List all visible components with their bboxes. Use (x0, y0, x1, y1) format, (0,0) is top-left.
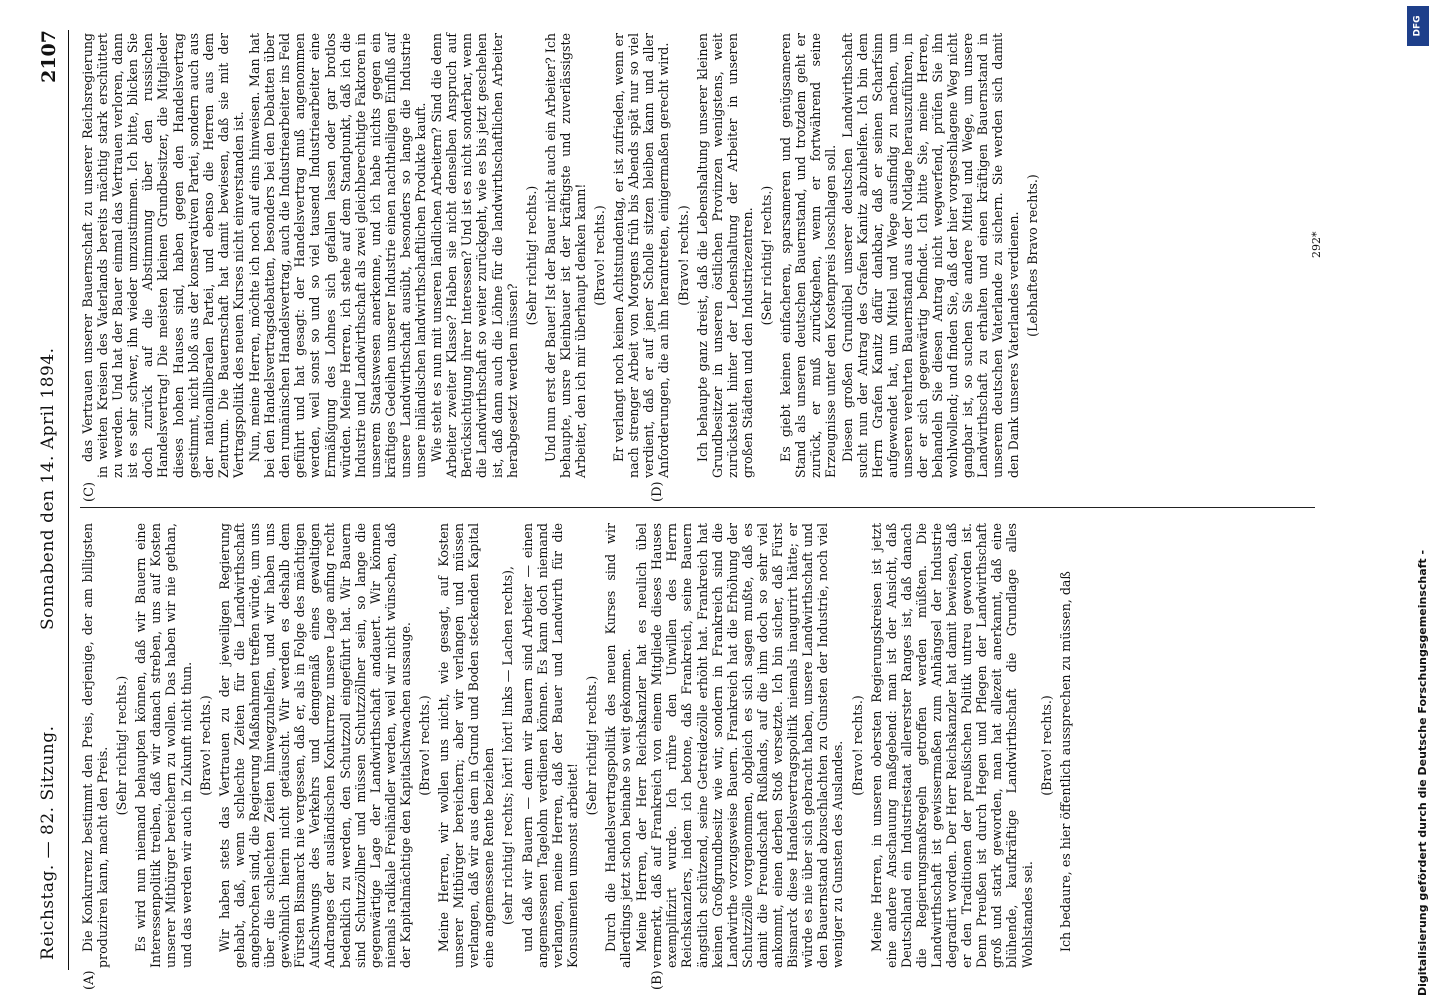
printer-signature: 292* (1310, 231, 1323, 258)
right-text-column (80, 33, 1044, 478)
left-interjection: (Bravo! rechts.) (1038, 695, 1054, 796)
right-paragraph: das Vertrauen unserer Bauernschaft zu unserer Reichsregierung in weiten Kreisen des Vaterlands bereits mächtig stark erschüttert zu werden. Und hat der Bauer einmal das Vertrauen verloren, dann ist es sehr schwer, ihn wieder umzustimmen. Ich bitte, blicken Sie doch zurück auf die Abstimmung über den russischen Handelsvertrag! Die meisten kleinen Grundbesitzer, die Mitglieder dieses hohen Hauses sind, haben gegen den Handelsvertrag gestimmt, nicht bloß aus der konservativen Partei, sondern auch aus der nationalliberalen Partei, und ebenso die Herren aus dem Zentrum. Die Bauernschaft hat damit bewiesen, daß sie mit der Vertragspolitik des neuen Kurses nicht einverstanden ist. (80, 33, 246, 478)
right-interjection: (Bravo! rechts.) (592, 205, 608, 306)
margin-marker-c: (C) (82, 481, 97, 502)
digitization-sidebar (1402, 0, 1432, 1000)
right-interjection: (Sehr richtig! rechts.) (759, 185, 775, 326)
header-session: Reichstag. — 82. Sitzung. (38, 725, 58, 960)
right-paragraph: Und nun erst der Bauer! Ist der Bauer nicht auch ein Arbeiter? Ich behaupte, unsre Kleinbauer ist der kräftigste und zuverlässigste Arbeiter, den ich mir überhaupt denken kann! (542, 33, 588, 478)
left-text-column (80, 523, 1074, 968)
left-paragraph: Wir haben stets das Vertrauen zu der jeweiligen Regierung gehabt, daß, wenn schlechte Zeiten für die Landwirthschaft angebrochen sind, die Regierung Maßnahmen treffen würde, um uns über die schlechten Zeiten hinwegzuhelfen, und wir haben uns gewöhnlich hierin nicht getäuscht. Wir werden es deshalb dem Fürsten Bismarck nie vergessen, daß er, als in Folge des mächtigen Aufschwungs des Verkehrs und demgemäß eines gewaltigen Andranges der ausländischen Konkurrenz unsere Lage anfing recht bedenklich zu werden, den Schutzzoll eingeführt hat. Wir Bauern sind Schutzzöllner und müssen Schutzzöllner sein, so lange die gegenwärtige Lage der Landwirthschaft andauert. Wir können niemals radikale Freihändler werden, weil wir nicht wünschen, daß der Kapitalmächtige den Kapitalschwachen aussauge. (216, 523, 413, 968)
left-paragraph: Die Konkurrenz bestimmt den Preis, derjenige, der am billigsten produziren kann, macht den Preis. (80, 523, 111, 968)
dfg-logo (1407, 6, 1429, 46)
left-interjection: (sehr richtig! rechts; hört! hört! links — Lachen rechts), (500, 566, 516, 926)
right-interjection: (Lebhaftes Bravo rechts.) (1024, 174, 1040, 337)
left-paragraph: Meine Herren, der Herr Reichskanzler hat es neulich übel vermerkt, daß auf Frankreich von einem Mitgliede dieses Hauses exemplifizirt wurde. Ich rühre den Unwillen des Herrn Reichskanzlers, indem ich betone, daß Frankreich, seine Bauern ängstlich schützend, seine Getreidezölle erhöht hat. Frankreich hat keinen Großgrundbesitz wie wir, sondern in Frankreich sind die Landwirthe vorzugsweise Bauern. Frankreich hat die Erhöhung der Schutzzölle vorgenommen, obgleich es sich sagen mußte, daß es damit die Freundschaft Rußlands, auf die ihm doch so sehr viel ankommt, einen derben Stoß versetzte. Ich bin sicher, daß Fürst Bismarck diese Handelsvertragspolitik niemals inaugurirt hätte; er würde es nie über sich gebracht haben, unsere Landwirthschaft und den Bauernstand abzuschlachten zu Gunsten der Industrie, noch viel weniger zu Gunsten des Auslandes. (634, 523, 846, 968)
right-interjection: (Bravo! rechts.) (675, 205, 691, 306)
page-number: 2107 (38, 30, 60, 83)
column-divider (80, 507, 1315, 508)
left-paragraph: Durch die Handelsvertragspolitik des neuen Kurses sind wir allerdings jetzt schon beinahe so weit gekommen. (603, 523, 634, 968)
left-interjection: (Sehr richtig! rechts.) (114, 675, 130, 816)
left-interjection: (Bravo! rechts.) (849, 695, 865, 796)
left-paragraph: Meine Herren, in unseren obersten Regierungskreisen ist jetzt eine andere Anschauung maßgebend: man ist der Ansicht, daß Deutschland ein Industriestaat allererster Ranges ist, daß danach die Regierungsmaßregeln getroffen werden müßten. Die Landwirthschaft ist gewissermaßen zum Anhängsel der Industrie degradirt worden. Der Herr Reichskanzler hat damit bewiesen, daß er den Traditionen der preußischen Politik untreu geworden ist. Denn Preußen ist durch Hegen und Pflegen der Landwirthschaft groß und stark geworden, man hat allezeit anerkannt, daß eine blühende, kaufkräftige Landwirthschaft die Grundlage alles Wohlstandes sei. (868, 523, 1035, 968)
margin-marker-b: (B) (650, 970, 665, 990)
margin-marker-a: (A) (82, 970, 97, 990)
left-interjection: (Bravo! rechts.) (416, 695, 432, 796)
left-paragraph: Ich bedaure, es hier öffentlich aussprechen zu müssen, daß (1057, 571, 1073, 952)
right-interjection: (Sehr richtig! rechts.) (523, 185, 539, 326)
digitization-credit: Digitalisierung gefördert durch die Deutsche Forschungsgemeinschaft - (1416, 549, 1429, 996)
right-paragraph: Wie steht es nun mit unseren ländlichen Arbeitern? Sind die denn Arbeiter zweiter Klasse? Haben sie nicht denselben Anspruch auf Berücksichtigung ihrer Interessen? Und ist es nicht sonderbar, wenn die Landwirthschaft so weiter zurückgeht, wie es bis jetzt geschehen ist, daß dann auch die Löhne für die landwirthschaftlichen Arbeiter herabgesetzt werden müssen? (429, 33, 520, 478)
right-paragraph: Er verlangt noch keinen Achtstundentag, er ist zufrieden, wenn er nach strenger Arbeit von Morgens früh bis Abends spät nur so viel verdient, daß er auf jener Scholle sitzen bleiben kann und aller Anforderungen, die an ihn herantreten, einigermaßen gerecht wird. (611, 33, 672, 478)
left-interjection: (Sehr richtig! rechts.) (583, 675, 599, 816)
right-paragraph: Es giebt keinen einfacheren, sparsameren und genügsameren Stand als unseren deutschen Bauernstand, und trotzdem geht er zurück, er muß zurückgehen, wenn er fortwährend seine Erzeugnisse unter den Kostenpreis losschlagen soll. (778, 33, 839, 478)
left-paragraph: Meine Herren, wir wollen uns nicht, wie gesagt, auf Kosten unserer Mitbürger bereichern; aber wir verlangen und müssen verlangen, daß wir aus dem in Grund und Boden steckenden Kapital eine angemessene Rente beziehen (436, 523, 497, 968)
dfg-logo-text: DFG (1412, 15, 1423, 37)
left-paragraph: Es wird nun niemand behaupten können, daß wir Bauern eine Interessenpolitik treiben, daß wir danach streben, uns auf Kosten unserer Mitbürger bereichern zu wollen. Das haben wir nie gethan, und das werden wir auch in Zukunft nicht thun. (133, 523, 194, 968)
left-paragraph: und daß wir Bauern — denn wir Bauern sind Arbeiter — einen angemessenen Tagelohn verdienen können. Es kann doch niemand verlangen, meine Herren, daß der Bauer und Landwirth für die Konsumenten umsonst arbeitet! (519, 523, 580, 968)
right-paragraph: Nun, meine Herren, möchte ich noch auf eins hinweisen. Man hat bei den Handelsvertragsdebatten, besonders bei den Debatten über den rumänischen Handelsvertrag, auch die Industriearbeiter ins Feld geführt und hat gesagt: der Handelsvertrag muß angenommen werden, weil sonst so und so viel tausend Industriearbeiter eine Ermäßigung des Lohnes sich gefallen lassen oder gar brotlos würden. Meine Herren, ich stehe auf dem Standpunkt, daß ich die Industrie und Landwirthschaft als zwei gleichberechtigte Faktoren in unserem Staatswesen anerkenne, und ich habe nichts gegen ein kräftiges Gedeihen unserer Industrie einen nachtheiligen Einfluß auf unsere Landwirthschaft ausübt, besonders so lange die Industrie unsere inländischen landwirthschaftlichen Produkte kauft. (247, 33, 429, 478)
header-date: Sonnabend den 14. April 1894. (38, 347, 58, 630)
right-paragraph: Ich behaupte ganz dreist, daß die Lebenshaltung unserer kleinen Grundbesitzer in unseren östlichen Provinzen wenigstens, weit zurücksteht hinter der Lebenshaltung der Arbeiter in unseren großen Städten und den Industriezentren. (694, 33, 755, 478)
left-interjection: (Bravo! rechts.) (197, 695, 213, 796)
header-rule (68, 30, 69, 970)
right-paragraph: Diesen großen Grundübel unserer deutschen Landwirthschaft sucht nun der Antrag des Grafen Kanitz abzuhelfen. Ich bin dem Herrn Grafen Kanitz dafür dankbar, daß er seinen Scharfsinn aufgewendet hat, um Mittel und Wege ausfindig zu machen, um unseren verehrten Bauernstand aus der Notlage herauszuführen, in der er sich gegenwärtig befindet. Ich bitte Sie, meine Herren, behandeln Sie diesen Antrag nicht wegwerfend, prüfen Sie ihn wohlwollend; und finden Sie, daß der hier vorgeschlagene Weg nicht gangbar ist, so suchen Sie andere Mittel und Wege, um unsere Landwirthschaft zu erhalten und einen kräftigen Bauernstand in unserem deutschen Vaterlande zu sichern. Sie werden sich damit den Dank unseres Vaterlandes verdienen. (839, 33, 1021, 478)
margin-marker-d: (D) (650, 481, 665, 502)
page-header (0, 0, 70, 1000)
